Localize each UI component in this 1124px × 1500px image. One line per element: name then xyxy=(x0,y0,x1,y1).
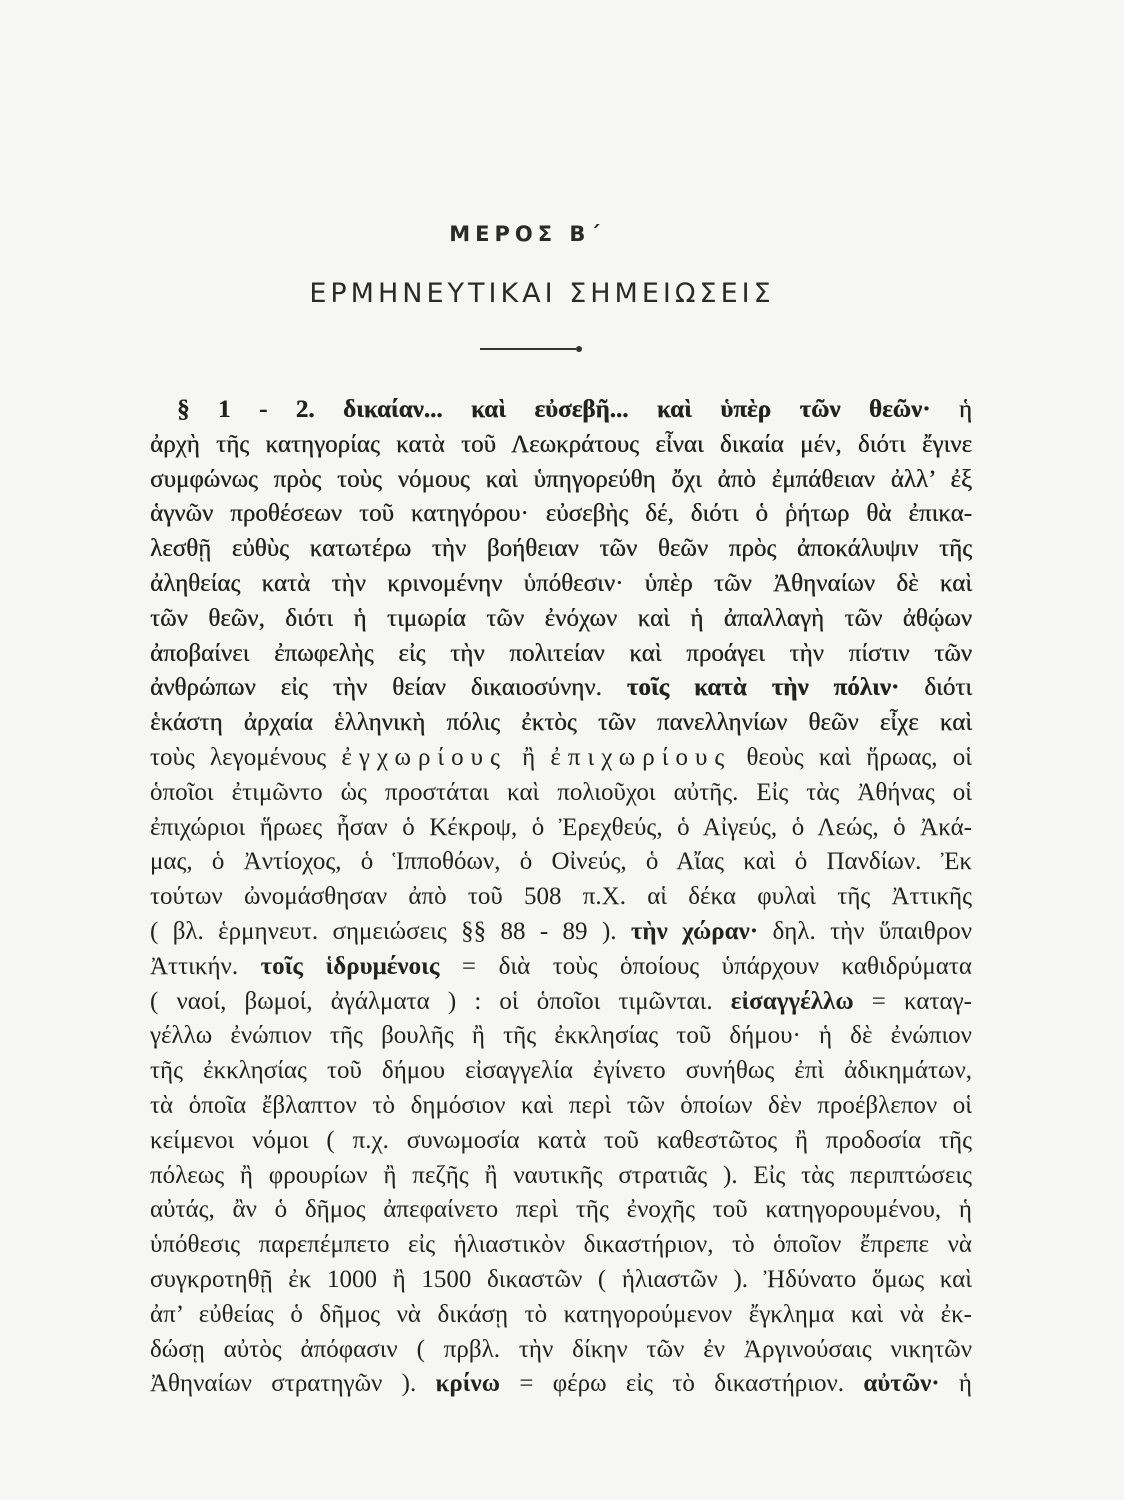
text-segment: Ἀττικήν. xyxy=(150,952,261,980)
text-line xyxy=(150,497,972,532)
text-segment: τὰ ὁποῖα ἔβλαπτον τὸ δημόσιον καὶ περὶ τῶν ὁποίων δὲν προέβλεπον οἱ xyxy=(150,1091,972,1119)
text-line xyxy=(150,811,972,846)
bold-lemma: εἰσαγγέλλω xyxy=(730,987,854,1015)
text-line xyxy=(150,393,972,428)
text-segment: ἀποβαίνει ἐπωφελὴς εἰς τὴν πολιτείαν καὶ προάγει τὴν πίστιν τῶν xyxy=(150,639,972,667)
text-line xyxy=(150,741,972,776)
text-line xyxy=(150,1124,972,1159)
text-segment: ὑπόθεσις παρεπέμπετο εἰς ἡλιαστικὸν δικαστήριον, τὸ ὁποῖον ἔπρεπε νὰ xyxy=(150,1231,972,1259)
text-line xyxy=(150,602,972,637)
text-segment: = διὰ τοὺς ὁποίους ὑπάρχουν καθιδρύματα xyxy=(439,952,972,980)
text-line xyxy=(150,1263,972,1298)
text-line xyxy=(150,567,972,602)
text-line xyxy=(150,637,972,672)
text-segment: κείμενοι νόμοι ( π.χ. συνωμοσία κατὰ τοῦ καθεστῶτος ἢ προδοσία τῆς xyxy=(150,1126,972,1154)
text-segment: ἢ xyxy=(506,743,551,771)
part-title: ΜΕΡΟΣ Β΄ xyxy=(449,222,605,246)
text-segment: ἀνθρώπων εἰς τὴν θείαν δικαιοσύνην. xyxy=(150,674,627,702)
text-line xyxy=(150,985,972,1020)
text-line xyxy=(150,880,972,915)
text-line xyxy=(150,1367,972,1402)
text-line xyxy=(150,845,972,880)
text-segment: = φέρω εἰς τὸ δικαστήριον. xyxy=(500,1370,864,1398)
text-segment: δηλ. τὴν ὕπαιθρον xyxy=(758,917,972,945)
text-line xyxy=(150,428,972,463)
text-segment: δώσῃ αὐτὸς ἀπόφασιν ( πρβλ. τὴν δίκην τῶν ἐν Ἀργινούσαις νικητῶν xyxy=(150,1335,972,1363)
ornament-rule xyxy=(480,348,576,350)
text-segment: ἀληθείας κατὰ τὴν κρινομένην ὑπόθεσιν· ὑπὲρ τῶν Ἀθηναίων δὲ καὶ xyxy=(150,569,972,597)
text-segment: μας, ὁ Ἀντίοχος, ὁ Ἱπποθόων, ὁ Οἰνεύς, ὁ Αἴας καὶ ὁ Πανδίων. Ἐκ xyxy=(150,848,972,876)
text-segment: ( ναοί, βωμοί, ἀγάλματα ) : οἱ ὁποῖοι τιμῶνται. xyxy=(150,987,731,1015)
text-segment: διότι xyxy=(899,674,972,702)
text-line xyxy=(150,1298,972,1333)
text-line xyxy=(150,463,972,498)
text-segment: ( βλ. ἑρμηνευτ. σημειώσεις §§ 88 - 89 ). xyxy=(150,917,631,945)
ornament-divider xyxy=(480,345,584,353)
text-line xyxy=(150,950,972,985)
text-segment: ἀρχὴ τῆς κατηγορίας κατὰ τοῦ Λεωκράτους εἶναι δικαία μέν, διότι ἔγινε xyxy=(150,430,972,458)
text-segment: θεοὺς καὶ ἥρωας, οἱ xyxy=(731,743,972,771)
text-line xyxy=(150,915,972,950)
text-line xyxy=(150,1159,972,1194)
text-line xyxy=(150,1019,972,1054)
spaced-emphasis: ἐγχωρίους xyxy=(341,743,507,771)
bold-lemma: § 1 - 2. δικαίαν... καὶ εὐσεβῆ... καὶ ὑπὲρ τῶν θεῶν· xyxy=(177,396,931,423)
text-segment: ἀπ’ εὐθείας ὁ δῆμος νὰ δικάσῃ τὸ κατηγορούμενον ἔγκλημα καὶ νὰ ἐκ- xyxy=(150,1300,972,1328)
text-segment: τῆς ἐκκλησίας τοῦ δήμου εἰσαγγελία ἐγίνετο συνήθως ἐπὶ ἀδικημάτων, xyxy=(150,1057,972,1085)
section-title: ΕΡΜΗΝΕΥΤΙΚΑΙ ΣΗΜΕΙΩΣΕΙΣ xyxy=(309,278,775,309)
text-line xyxy=(150,1193,972,1228)
text-segment: ἡ xyxy=(930,396,973,423)
bold-lemma: τοῖς ἱδρυμένοις xyxy=(260,952,440,980)
spaced-emphasis: ἐπιχωρίους xyxy=(550,743,732,771)
text-segment: Ἀθηναίων στρατηγῶν ). xyxy=(150,1370,436,1398)
bold-lemma: κρίνω xyxy=(435,1370,500,1398)
ornament-dot xyxy=(576,346,582,352)
text-segment: τῶν θεῶν, διότι ἡ τιμωρία τῶν ἐνόχων καὶ ἡ ἀπαλλαγὴ τῶν ἀθῴων xyxy=(150,604,972,632)
bold-lemma: αὐτῶν· xyxy=(863,1370,940,1398)
commentary-paragraph xyxy=(150,393,972,1402)
text-segment: συγκροτηθῇ ἐκ 1000 ἢ 1500 δικαστῶν ( ἡλιαστῶν ). Ἠδύνατο ὅμως καὶ xyxy=(150,1265,972,1293)
text-segment: λεσθῇ εὐθὺς κατωτέρω τὴν βοήθειαν τῶν θεῶν πρὸς ἀποκάλυψιν τῆς xyxy=(150,535,972,563)
text-line xyxy=(150,671,972,706)
text-segment: ἑκάστη ἀρχαία ἑλληνικὴ πόλις ἐκτὸς τῶν πανελληνίων θεῶν εἶχε καὶ xyxy=(150,709,972,737)
text-segment: ἁγνῶν προθέσεων τοῦ κατηγόρου· εὐσεβὴς δέ, διότι ὁ ῥήτωρ θὰ ἐπικα- xyxy=(150,500,972,528)
text-line xyxy=(150,776,972,811)
text-line xyxy=(150,1228,972,1263)
text-line xyxy=(150,1054,972,1089)
text-line xyxy=(150,1089,972,1124)
text-segment: πόλεως ἢ φρουρίων ἢ πεζῆς ἢ ναυτικῆς στρατιᾶς ). Εἰς τὰς περιπτώσεις xyxy=(150,1161,972,1189)
text-segment: τοὺς λεγομένους xyxy=(150,743,342,771)
text-segment: ἡ xyxy=(939,1370,973,1398)
text-segment: αὐτάς, ἂν ὁ δῆμος ἀπεφαίνετο περὶ τῆς ἐνοχῆς τοῦ κατηγορουμένου, ἡ xyxy=(150,1196,972,1224)
bold-lemma: τὴν χώραν· xyxy=(630,917,759,945)
text-segment: γέλλω ἐνώπιον τῆς βουλῆς ἢ τῆς ἐκκλησίας τοῦ δήμου· ἡ δὲ ἐνώπιον xyxy=(150,1022,972,1050)
text-segment: τούτων ὠνομάσθησαν ἀπὸ τοῦ 508 π.Χ. αἱ δέκα φυλαὶ τῆς Ἀττικῆς xyxy=(150,883,972,911)
text-line xyxy=(150,706,972,741)
bold-lemma: τοῖς κατὰ τὴν πόλιν· xyxy=(626,674,900,702)
text-segment: ὁποῖοι ἐτιμῶντο ὡς προστάται καὶ πολιοῦχοι αὐτῆς. Εἰς τὰς Ἀθήνας οἱ xyxy=(150,778,972,806)
text-segment: = καταγ- xyxy=(853,987,972,1015)
text-segment: ἐπιχώριοι ἥρωες ἦσαν ὁ Κέκροψ, ὁ Ἐρεχθεύς, ὁ Αἰγεύς, ὁ Λεώς, ὁ Ἀκά- xyxy=(150,813,972,841)
text-line xyxy=(150,1333,972,1368)
text-segment: συμφώνως πρὸς τοὺς νόμους καὶ ὑπηγορεύθη ὄχι ἀπὸ ἐμπάθειαν ἀλλ’ ἐξ xyxy=(150,465,972,493)
text-line xyxy=(150,532,972,567)
